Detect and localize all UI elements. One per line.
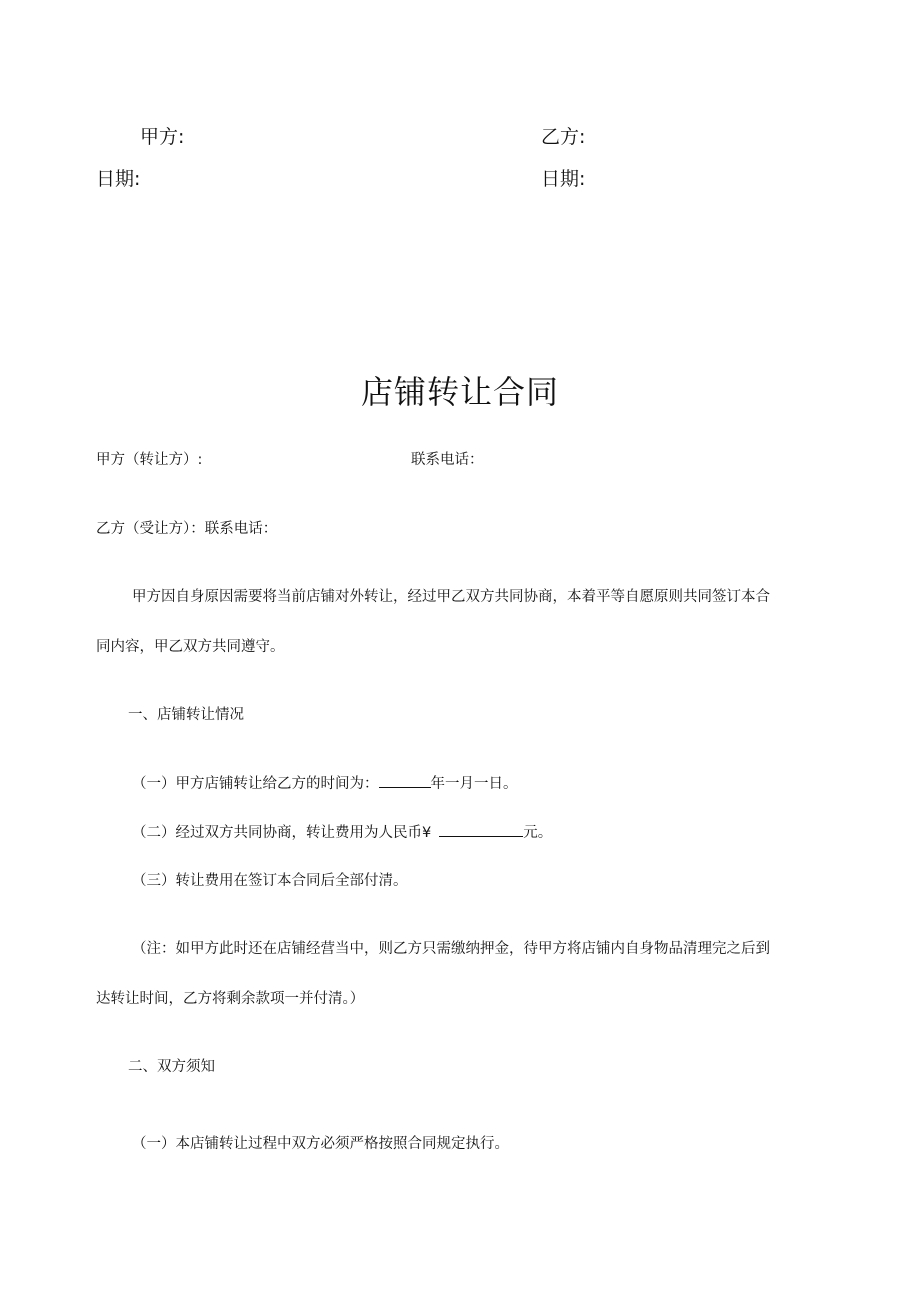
party-b-line: 乙方（受让方）：联系电话： (96, 521, 278, 537)
date-blank-line (379, 773, 431, 788)
item-1-suffix: 年一月一日。 (430, 776, 518, 792)
section-2-item-1: （一）本店铺转让过程中双方必须严格按照合同规定执行。 (132, 1136, 509, 1152)
section-1-title: 一、店铺转让情况 (128, 707, 244, 723)
item-2 (132, 822, 552, 843)
intro-line-1: 甲方因自身原因需要将当前店铺对外转让，经过甲乙双方共同协商，本着平等自愿原则共同签订本合 (132, 589, 770, 605)
contract-title: 店铺转让合同 (360, 373, 559, 411)
note-line-2: 达转让时间，乙方将剩余款项一并付清。） (96, 991, 365, 1007)
item-2-prefix: （二）经过双方共同协商，转让费用为人民币¥ (132, 825, 432, 841)
item-3: （三）转让费用在签订本合同后全部付清。 (132, 873, 408, 889)
amount-blank-line (439, 822, 523, 837)
intro-line-2: 同内容，甲乙双方共同遵守。 (96, 639, 285, 655)
section-2-title: 二、双方须知 (128, 1059, 215, 1075)
party-b-signature-label: 乙方: (541, 126, 586, 148)
party-a-phone: 联系电话： (411, 452, 484, 468)
party-a-signature-label: 甲方: (140, 126, 185, 148)
item-2-suffix: 元。 (523, 825, 553, 841)
item-1-prefix: （一）甲方店铺转让给乙方的时间为： (132, 776, 379, 792)
date-right-label: 日期: (541, 168, 586, 190)
item-1 (132, 773, 518, 794)
party-a-line: 甲方（转让方）: (96, 452, 203, 468)
date-left-label: 日期: (96, 168, 141, 190)
note-line-1: （注：如甲方此时还在店铺经营当中，则乙方只需缴纳押金，待甲方将店铺内自身物品清理完之后到 (132, 941, 770, 957)
